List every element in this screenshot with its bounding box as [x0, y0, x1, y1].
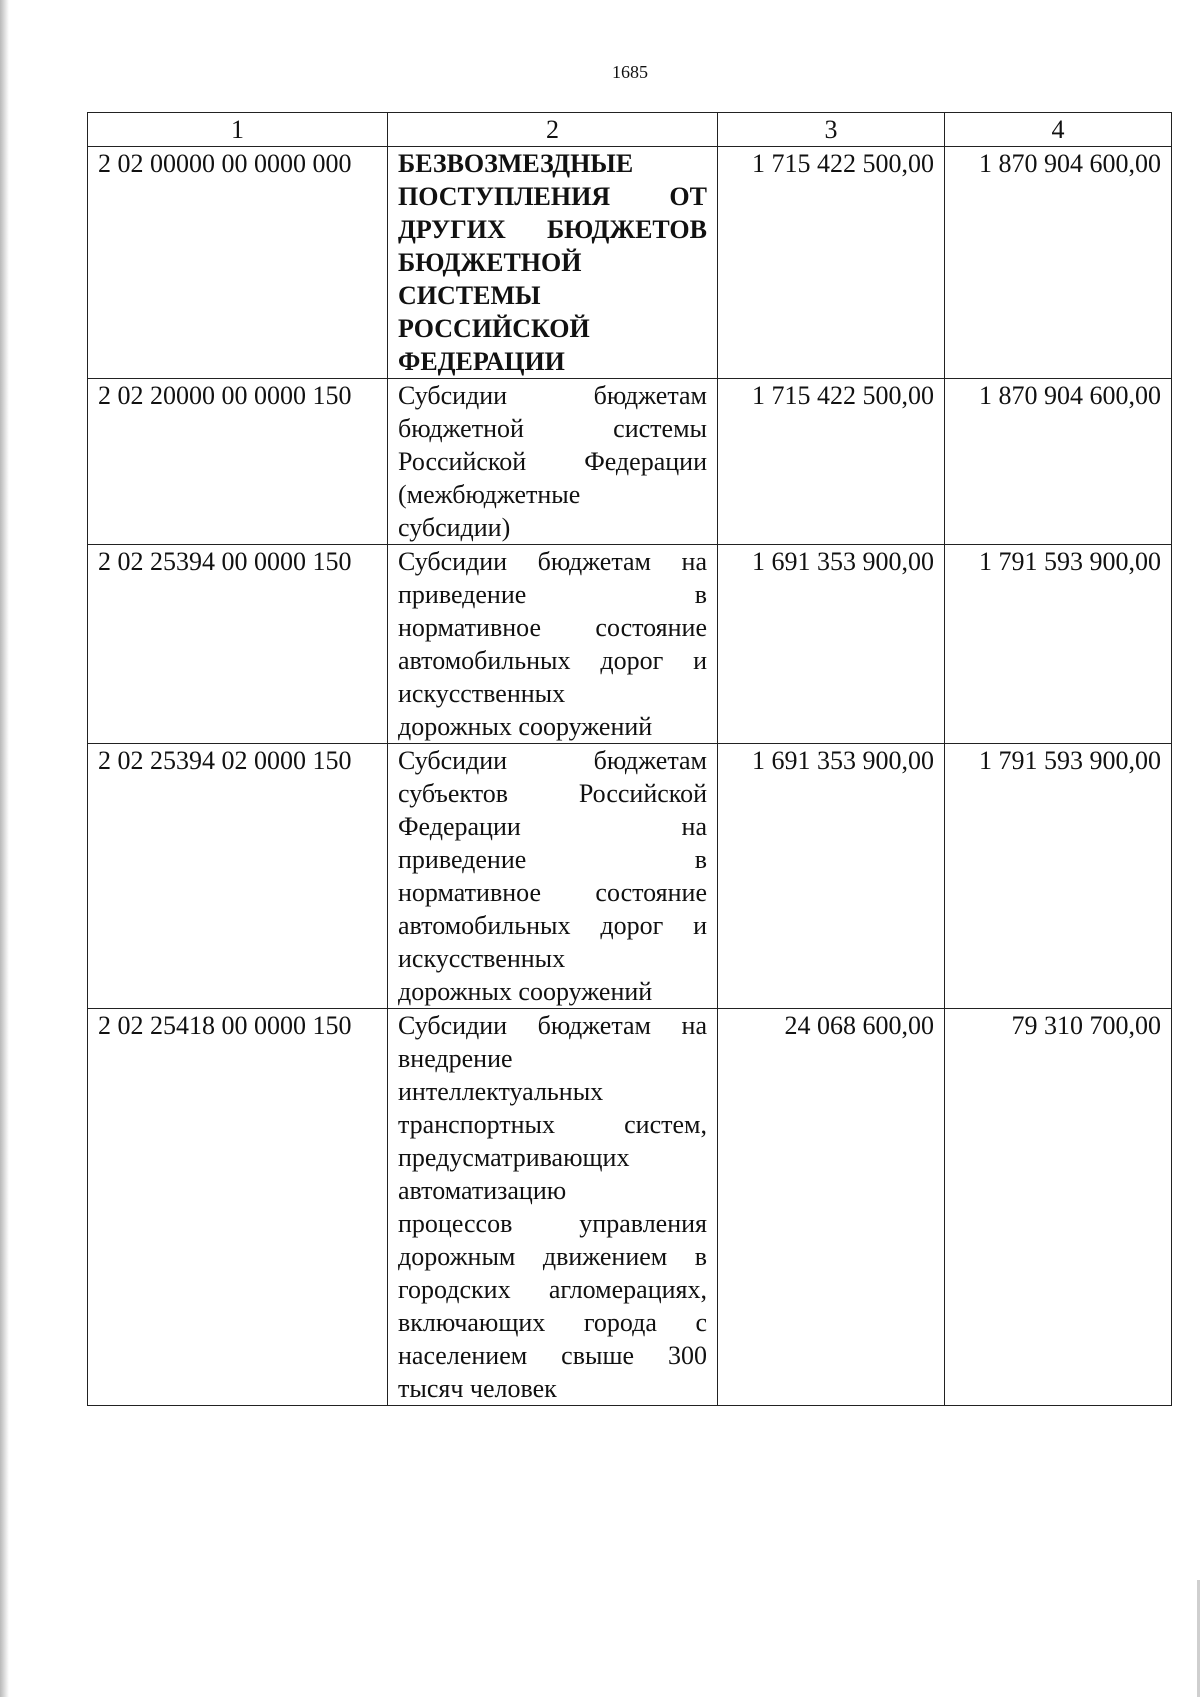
table-row — [88, 1009, 1172, 1406]
amount-column-4-cell: 1 791 593 900,00 — [945, 545, 1172, 744]
revenue-name-line: Субсидии бюджетам на — [398, 547, 707, 576]
revenue-name-line: интеллектуальных — [398, 1077, 604, 1106]
amount-column-3-cell: 1 715 422 500,00 — [718, 379, 945, 545]
table-row — [88, 545, 1172, 744]
revenue-name-line: городских агломерациях, — [398, 1275, 707, 1304]
revenue-name-line: Федерации на — [398, 812, 707, 841]
table-header — [88, 113, 1172, 147]
revenue-name-line: РОССИЙСКОЙ — [398, 314, 590, 343]
revenue-name-cell — [388, 744, 718, 1009]
revenue-name-line: СИСТЕМЫ — [398, 281, 541, 310]
amount-column-3-cell: 1 715 422 500,00 — [718, 147, 945, 379]
revenue-name-line: ФЕДЕРАЦИИ — [398, 347, 565, 376]
revenue-name-line: предусматривающих — [398, 1143, 630, 1172]
revenue-name-line: БЮДЖЕТНОЙ — [398, 248, 582, 277]
revenue-name-line: бюджетной системы — [398, 414, 707, 443]
table-row — [88, 379, 1172, 545]
column-number-4: 4 — [945, 113, 1172, 147]
page-number: 1685 — [612, 62, 648, 82]
revenue-code-cell: 2 02 25418 00 0000 150 — [88, 1009, 388, 1406]
revenue-name-line: дорожных сооружений — [398, 712, 653, 741]
revenue-name-line: искусственных — [398, 944, 566, 973]
column-number-2: 2 — [388, 113, 718, 147]
revenue-name-cell — [388, 545, 718, 744]
revenue-name-line: субъектов Российской — [398, 779, 707, 808]
revenue-name-line: включающих города с — [398, 1308, 707, 1337]
revenue-name-line: Субсидии бюджетам — [398, 381, 707, 410]
column-number-3: 3 — [718, 113, 945, 147]
revenue-name-line: БЕЗВОЗМЕЗДНЫЕ — [398, 149, 634, 178]
revenue-name-line: ДРУГИХ БЮДЖЕТОВ — [398, 215, 707, 244]
revenue-name-line: процессов управления — [398, 1209, 707, 1238]
revenue-name-line: субсидии) — [398, 513, 511, 542]
amount-column-4-cell: 1 870 904 600,00 — [945, 379, 1172, 545]
revenue-name-line: внедрение — [398, 1044, 513, 1073]
revenue-name-cell — [388, 379, 718, 545]
table-row — [88, 744, 1172, 1009]
revenue-name-line: приведение в — [398, 580, 707, 609]
revenue-code-cell: 2 02 20000 00 0000 150 — [88, 379, 388, 545]
revenue-code-cell: 2 02 25394 02 0000 150 — [88, 744, 388, 1009]
revenue-name-cell — [388, 1009, 718, 1406]
scan-edge-left — [0, 0, 9, 1697]
revenue-name-line: Российской Федерации — [398, 447, 707, 476]
budget-revenue-table — [87, 112, 1172, 1406]
revenue-name-line: Субсидии бюджетам на — [398, 1011, 707, 1040]
revenue-name-line: нормативное состояние — [398, 878, 707, 907]
revenue-name-line: искусственных — [398, 679, 566, 708]
revenue-name-line: автоматизацию — [398, 1176, 567, 1205]
amount-column-4-cell: 79 310 700,00 — [945, 1009, 1172, 1406]
column-number-row — [88, 113, 1172, 147]
amount-column-4-cell: 1 870 904 600,00 — [945, 147, 1172, 379]
revenue-name-line: ПОСТУПЛЕНИЯ ОТ — [398, 182, 707, 211]
revenue-name-line: (межбюджетные — [398, 480, 581, 509]
amount-column-3-cell: 24 068 600,00 — [718, 1009, 945, 1406]
revenue-name-cell — [388, 147, 718, 379]
amount-column-4-cell: 1 791 593 900,00 — [945, 744, 1172, 1009]
revenue-name-line: автомобильных дорог и — [398, 646, 707, 675]
revenue-name-line: автомобильных дорог и — [398, 911, 707, 940]
revenue-name-line: дорожных сооружений — [398, 977, 653, 1006]
revenue-name-line: приведение в — [398, 845, 707, 874]
table-body — [88, 147, 1172, 1406]
revenue-name-line: населением свыше 300 — [398, 1341, 707, 1370]
revenue-code-cell: 2 02 25394 00 0000 150 — [88, 545, 388, 744]
amount-column-3-cell: 1 691 353 900,00 — [718, 545, 945, 744]
column-number-1: 1 — [88, 113, 388, 147]
revenue-name-line: тысяч человек — [398, 1374, 557, 1403]
revenue-code-cell: 2 02 00000 00 0000 000 — [88, 147, 388, 379]
revenue-name-line: Субсидии бюджетам — [398, 746, 707, 775]
revenue-name-line: транспортных систем, — [398, 1110, 707, 1139]
amount-column-3-cell: 1 691 353 900,00 — [718, 744, 945, 1009]
table-row — [88, 147, 1172, 379]
revenue-name-line: нормативное состояние — [398, 613, 707, 642]
revenue-name-line: дорожным движением в — [398, 1242, 707, 1271]
